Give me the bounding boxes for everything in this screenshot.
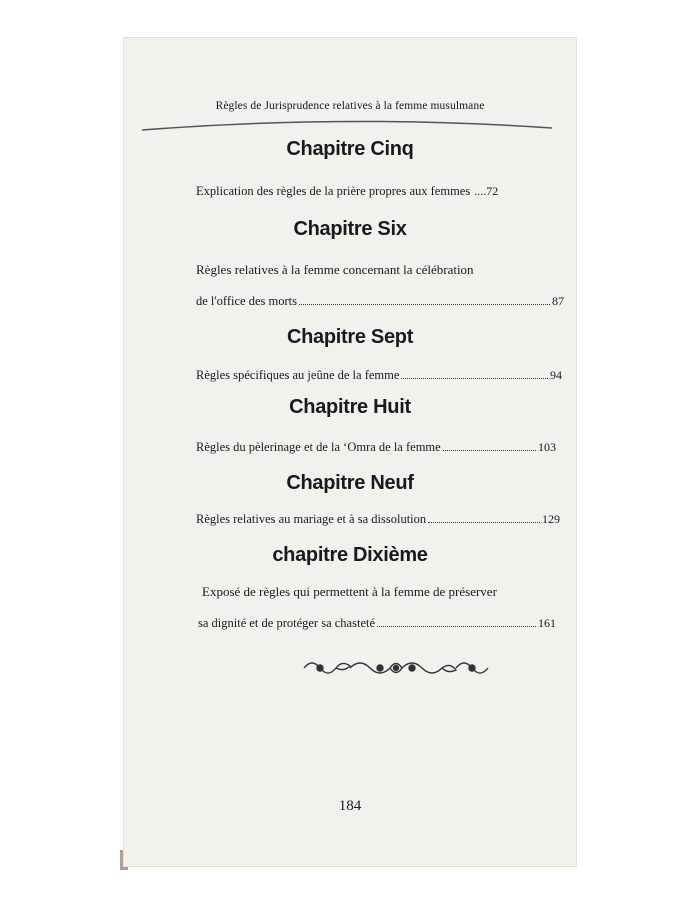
toc-entry-page: 129 bbox=[542, 512, 560, 526]
floral-divider-icon bbox=[296, 656, 496, 680]
toc-entry-text: Règles spécifiques au jeûne de la femme bbox=[196, 368, 400, 382]
toc-entry[interactable] bbox=[196, 512, 560, 527]
toc-entry-text: sa dignité et de protéger sa chasteté bbox=[198, 616, 376, 630]
toc-entry-page: ....72 bbox=[474, 184, 499, 198]
toc-entry-text: Explication des règles de la prière propres aux femmes bbox=[196, 184, 471, 198]
toc-entry-page: 87 bbox=[552, 294, 564, 308]
chapter-title: Chapitre Neuf bbox=[286, 472, 414, 494]
toc-entry[interactable] bbox=[196, 368, 562, 383]
toc-entry-page: 103 bbox=[538, 440, 556, 454]
leader-dots bbox=[428, 521, 540, 523]
book-page bbox=[124, 38, 576, 866]
toc-entry-page: 161 bbox=[538, 616, 556, 630]
leader-dots bbox=[299, 303, 550, 305]
leader-dots bbox=[443, 449, 536, 451]
toc-entry-page: 94 bbox=[550, 368, 562, 382]
toc-entry-text: Règles du pèlerinage et de la ‘Omra de la femme bbox=[196, 440, 441, 454]
page-number: 184 bbox=[338, 798, 362, 814]
toc-entry-text: Règles relatives au mariage et à sa dissolution bbox=[196, 512, 427, 526]
toc-entry-text: Règles relatives à la femme concernant la célébration bbox=[196, 262, 474, 277]
toc-entry[interactable] bbox=[196, 294, 564, 309]
chapter-title: Chapitre Six bbox=[293, 218, 407, 240]
running-head: Règles de Jurisprudence relatives à la femme musulmane bbox=[215, 100, 485, 112]
toc-entry[interactable] bbox=[196, 440, 556, 455]
toc-entry-text: de l'office des morts bbox=[196, 294, 297, 308]
leader-dots bbox=[401, 377, 548, 379]
chapter-title: chapitre Dixième bbox=[272, 544, 428, 566]
header-rule bbox=[142, 114, 552, 134]
chapter-title: Chapitre Cinq bbox=[286, 138, 414, 160]
chapter-title: Chapitre Sept bbox=[286, 326, 414, 348]
toc-entry[interactable] bbox=[196, 184, 564, 199]
toc-entry-text: Exposé de règles qui permettent à la femme de préserver bbox=[202, 584, 497, 599]
leader-dots bbox=[377, 625, 536, 627]
chapter-title: Chapitre Huit bbox=[289, 396, 411, 418]
toc-entry[interactable] bbox=[198, 616, 556, 631]
